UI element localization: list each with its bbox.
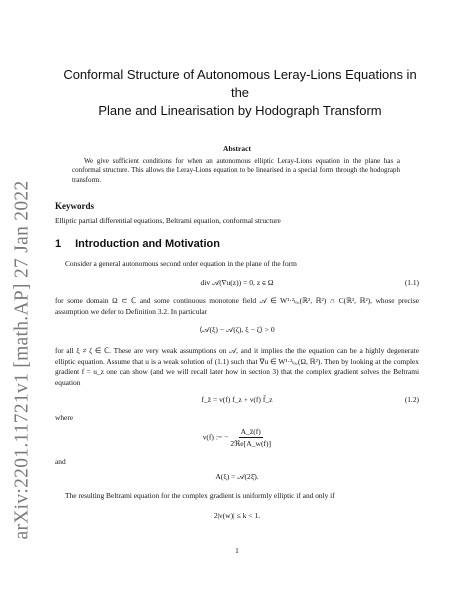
- paragraph-intro: Consider a general autonomous second order equation in the plane of the form: [65, 259, 297, 268]
- arxiv-stamp: [4, 140, 40, 580]
- section-number: 1: [55, 238, 62, 250]
- paragraph-field-assumption: for some domain Ω ⊂ ℂ and some continuous monotone field 𝒜 ∈ W¹·²ₗₒ꜀(ℝ², ℝ²) ∩ C(ℝ², ℝ²), whose precise assumption we defer to Definition 3.2. In particular: [55, 296, 419, 316]
- equation-A-definition: A(ξ) = 𝒜(2ξ̄).: [215, 472, 259, 481]
- abstract-text: We give sufficient conditions for when an autonomous elliptic Leray-Lions equation in the plane has a conformal structure. This allows the Leray-Lions equation to be linearised in a special form through the hodograph transform.: [72, 157, 400, 184]
- nu-fraction: [230, 427, 271, 448]
- nu-numerator: A_z̄(f): [240, 427, 261, 436]
- page-number: 1: [235, 546, 239, 555]
- text-and: and: [55, 457, 66, 466]
- title-line-1: Conformal Structure of Autonomous Leray-Lions Equations in the: [63, 67, 417, 100]
- equation-number-1-2: (1.2): [404, 395, 419, 404]
- paragraph-beltrami-intro: for all ξ ≠ ζ ∈ ℂ. These are very weak assumptions on 𝒜, and it implies the the equation can be a highly degenerate elliptic equation. Assume that u is a weak solution of (1.1) such that ∇u ∈ W¹·²ₗₒ꜀(Ω, ℝ²). Then by looking at the complex gradient f = u_z one can show (and we will recall later how in section 3) that the complex gradient solves the Beltrami equation: [55, 346, 419, 387]
- title-line-2: Plane and Linearisation by Hodograph Transform: [98, 103, 382, 118]
- equation-number-1-1: (1.1): [404, 278, 419, 287]
- nu-lhs: ν(f) := −: [202, 432, 229, 442]
- keywords-heading: Keywords: [55, 201, 94, 211]
- section-heading: [55, 238, 220, 250]
- equation-ellipticity-bound: 2|ν(w)| ≤ k < 1.: [213, 511, 261, 520]
- nu-denominator: 2ℜe[A_w(f)]: [230, 439, 272, 448]
- paper-title: [55, 66, 425, 120]
- equation-nu-definition: [55, 427, 419, 448]
- section-title: Introduction and Motivation: [75, 238, 220, 250]
- arxiv-identifier: arXiv:2201.11721v1 [math.AP] 27 Jan 2022: [11, 180, 32, 540]
- equation-monotonicity: ⟨𝒜(ξ) − 𝒜(ζ), ξ − ζ⟩ > 0: [199, 325, 275, 334]
- equation-1-2: f_z̄ = ν(f) f_z + ν(f) f̄_z: [201, 395, 273, 404]
- abstract-heading: Abstract: [223, 144, 251, 153]
- text-where: where: [55, 413, 74, 422]
- equation-1-1: div 𝒜(∇u(z)) = 0, z ∈ Ω: [200, 278, 274, 287]
- keywords-text: Elliptic partial differential equations, Beltrami equation, conformal structure: [55, 216, 281, 225]
- paragraph-ellipticity: The resulting Beltrami equation for the complex gradient is uniformly elliptic if and only if: [65, 491, 335, 500]
